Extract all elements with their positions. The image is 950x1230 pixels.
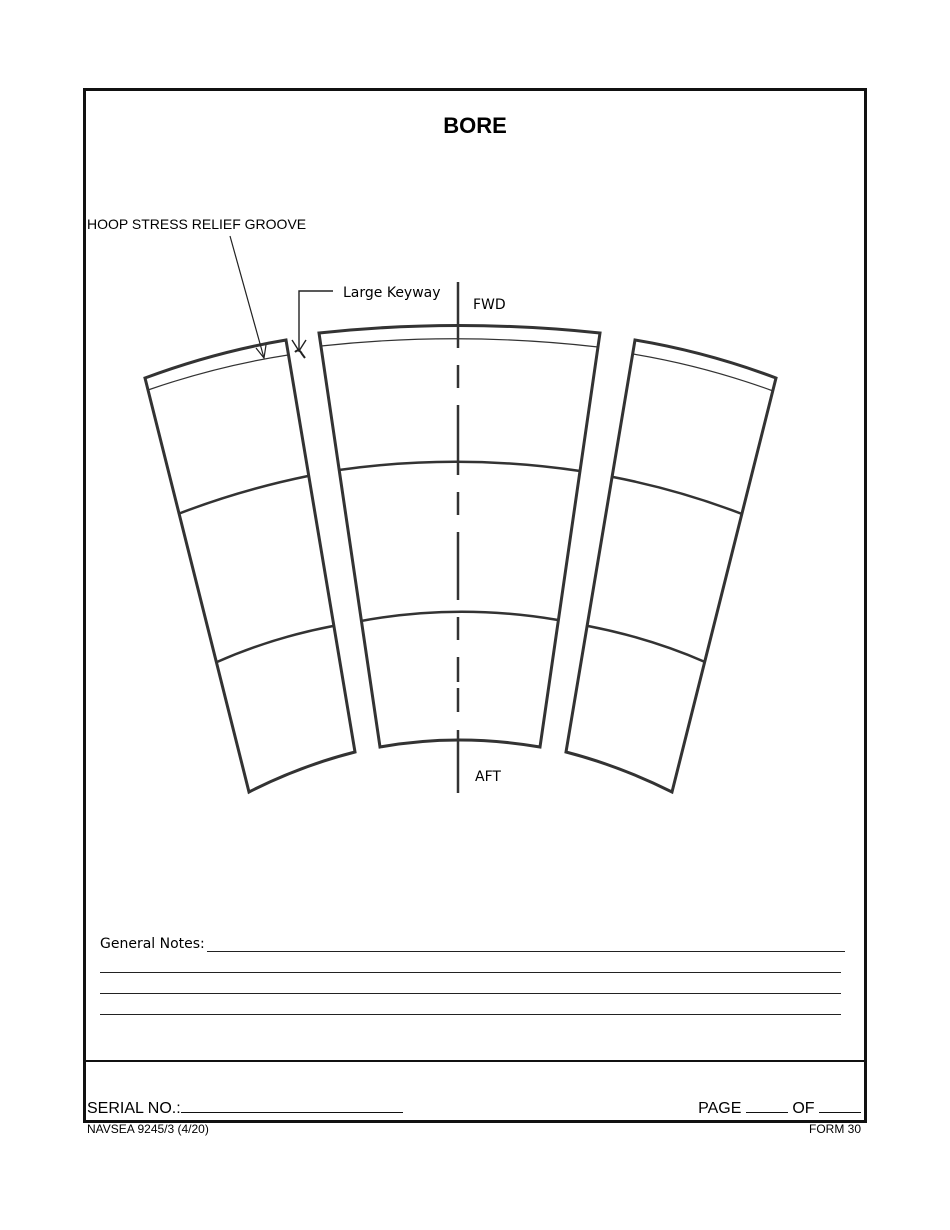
right-divider-lower [588, 626, 705, 662]
hoop-groove-leader [230, 236, 266, 358]
of-label: OF [792, 1100, 815, 1117]
serial-field [87, 1098, 403, 1118]
left-segment [145, 340, 355, 792]
left-segment-outline [145, 340, 355, 792]
right-segment [566, 340, 776, 792]
notes-line-3[interactable] [100, 973, 841, 994]
right-divider-upper [613, 477, 742, 514]
footer-divider [83, 1060, 864, 1062]
center-divider-lower [361, 612, 558, 621]
keyway-leader [292, 291, 333, 358]
aft-label: AFT [475, 769, 501, 785]
page-number-input[interactable] [746, 1098, 788, 1113]
hoop-groove-label: HOOP STRESS RELIEF GROOVE [87, 216, 307, 232]
page-title: BORE [443, 113, 507, 138]
page-total-input[interactable] [819, 1098, 861, 1113]
center-groove-line [321, 339, 598, 347]
notes-line-2[interactable] [100, 952, 841, 973]
form-number: FORM 30 [808, 1122, 861, 1136]
center-divider-upper [339, 462, 580, 471]
notes-line-1[interactable] [207, 937, 845, 952]
general-notes [100, 930, 845, 1015]
form-id: NAVSEA 9245/3 (4/20) [87, 1122, 209, 1136]
page-of-field [698, 1098, 861, 1118]
fwd-label: FWD [473, 297, 506, 313]
right-groove-line [633, 354, 773, 391]
page-label: PAGE [698, 1100, 742, 1117]
left-divider-upper [178, 476, 308, 514]
left-divider-lower [217, 626, 333, 662]
notes-line-4[interactable] [100, 994, 841, 1015]
serial-input[interactable] [181, 1098, 403, 1113]
general-notes-label: General Notes: [100, 936, 205, 952]
keyway-label: Large Keyway [343, 285, 441, 301]
center-segment [319, 326, 600, 748]
center-segment-outline [319, 326, 600, 748]
left-groove-line [148, 355, 288, 390]
serial-label: SERIAL NO.: [87, 1100, 181, 1117]
right-segment-outline [566, 340, 776, 792]
